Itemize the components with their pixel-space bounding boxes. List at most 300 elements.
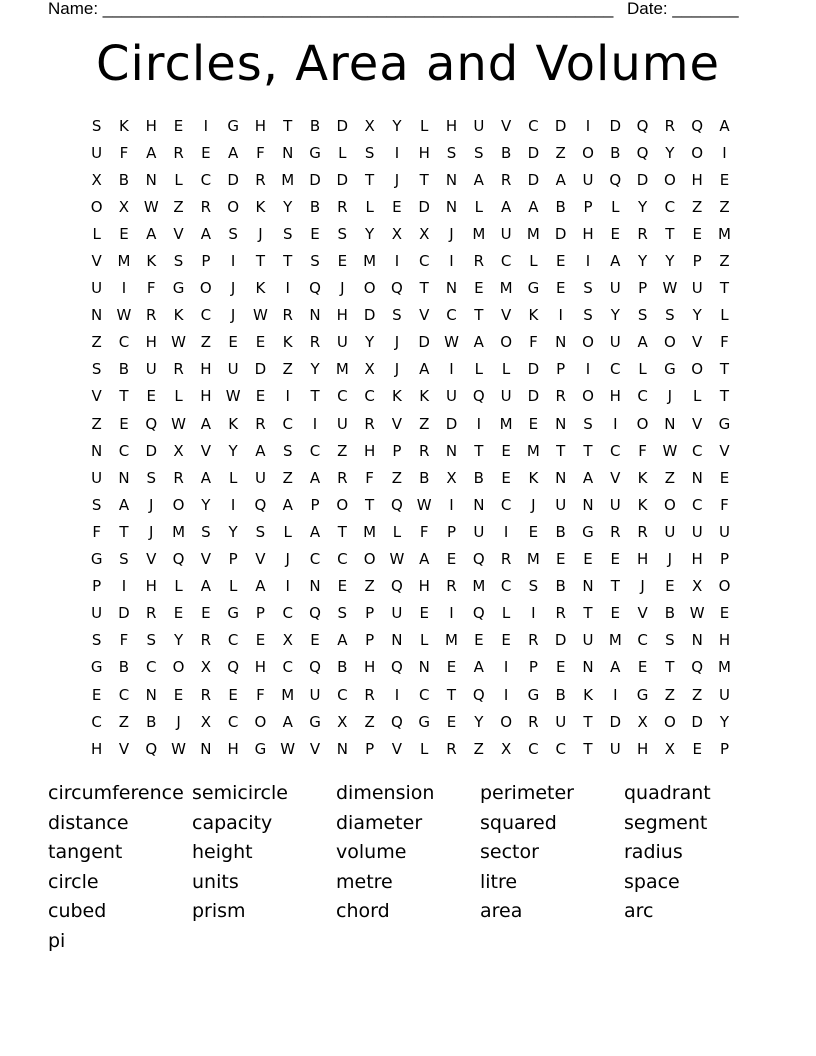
grid-letter: E [255,333,266,352]
grid-letter: P [638,279,648,298]
grid-letter: I [449,252,454,271]
grid-letter: R [418,441,430,460]
grid-letter: J [394,170,400,189]
grid-letter: U [145,360,157,379]
grid-letter: C [637,631,648,650]
grid-letter: S [392,306,402,325]
grid-letter: E [173,685,184,704]
grid-letter: H [636,739,649,758]
grid-letter: U [500,387,512,406]
grid-letter: A [500,197,512,216]
grid-letter: Q [391,495,403,514]
grid-letter: J [394,360,400,379]
grid-letter: O [227,197,240,216]
word-list-item: arc [624,900,654,923]
grid-letter: T [474,306,484,325]
grid-letter: J [394,333,400,352]
grid-letter: G [309,712,321,731]
grid-letter: S [474,143,484,162]
grid-letter: D [527,387,540,406]
grid-letter: Q [309,604,321,623]
grid-letter: O [663,170,676,189]
grid-letter: H [691,550,703,569]
grid-letter: B [419,468,430,487]
grid-row [83,573,738,600]
grid-letter: Z [118,712,130,731]
grid-letter: I [503,522,509,541]
grid-row [83,166,738,193]
grid-letter: B [555,522,566,541]
grid-letter: P [556,360,566,379]
grid-letter: A [228,143,239,162]
grid-letter: L [501,604,511,623]
grid-row [83,329,738,356]
grid-letter: S [91,116,102,135]
grid-letter: N [418,658,430,677]
grid-letter: E [610,550,621,569]
grid-letter: Z [419,414,430,433]
grid-letter: N [91,441,103,460]
grid-letter: A [309,468,321,487]
grid-letter: I [503,658,509,677]
grid-row [83,302,738,329]
grid-letter: T [255,252,266,271]
grid-letter: Q [391,577,403,596]
grid-letter: Z [719,197,730,216]
grid-letter: D [336,116,349,135]
grid-letter: T [610,577,620,596]
grid-letter: S [173,252,184,271]
grid-letter: P [719,550,729,569]
grid-letter: I [585,116,591,135]
grid-letter: V [173,224,184,243]
grid-letter: C [500,495,512,514]
word-list-item: litre [480,870,518,893]
grid-row [83,491,738,518]
grid-letter: K [119,116,129,135]
grid-letter: V [91,252,102,271]
grid-letter: I [449,495,454,514]
word-list-item: semicircle [192,782,288,804]
word-list-item: tangent [48,841,123,864]
grid-letter: B [664,604,676,623]
grid-letter: I [531,604,536,623]
grid-letter: E [228,685,238,704]
grid-letter: Y [638,197,648,216]
grid-letter: Q [391,712,403,731]
grid-letter: T [583,712,593,731]
grid-letter: K [173,306,184,325]
grid-letter: N [145,170,157,189]
date-field-label: Date: _______ [627,0,739,18]
grid-letter: Z [282,360,293,379]
grid-letter: L [174,387,183,406]
grid-letter: T [583,739,593,758]
grid-letter: Z [282,468,293,487]
grid-letter: K [637,495,648,514]
grid-row [83,735,738,762]
word-list-item: squared [480,811,557,834]
grid-letter: H [200,387,212,406]
grid-letter: E [665,577,675,596]
grid-letter: L [174,170,183,189]
grid-letter: R [146,604,157,623]
grid-letter: H [363,441,376,460]
grid-letter: D [554,224,567,243]
grid-letter: P [255,604,265,623]
grid-letter: G [527,685,540,704]
grid-letter: N [309,306,321,325]
grid-letter: E [255,387,266,406]
grid-letter: C [282,414,293,433]
grid-letter: O [254,712,267,731]
grid-letter: U [664,522,676,541]
grid-letter: Y [692,306,702,325]
grid-letter: B [555,685,566,704]
grid-letter: C [500,252,512,271]
grid-letter: V [692,333,703,352]
grid-letter: V [500,116,512,135]
grid-letter: K [146,252,157,271]
grid-row [83,518,738,545]
word-list-item: volume [336,841,407,864]
grid-letter: U [555,495,567,514]
grid-letter: U [473,522,485,541]
grid-letter: C [118,441,130,460]
grid-letter: C [691,495,703,514]
grid-letter: W [143,197,159,216]
grid-letter: G [527,279,540,298]
grid-letter: U [91,279,103,298]
grid-letter: Q [691,658,704,677]
grid-letter: S [583,414,593,433]
grid-letter: E [555,658,566,677]
grid-letter: R [309,333,321,352]
grid-letter: V [146,550,157,569]
grid-letter: I [285,279,290,298]
grid-letter: V [391,739,403,758]
grid-letter: K [583,685,593,704]
grid-letter: L [283,522,292,541]
word-list-item: cubed [48,900,107,923]
grid-letter: F [638,441,647,460]
grid-letter: D [363,306,376,325]
grid-letter: G [227,116,239,135]
grid-letter: V [692,414,703,433]
grid-letter: D [145,441,158,460]
grid-letter: C [227,631,239,650]
grid-letter: S [91,360,102,379]
word-list-item: capacity [192,811,273,834]
grid-letter: Y [665,143,675,162]
grid-letter: B [118,658,130,677]
grid-letter: F [119,631,129,650]
grid-letter: N [582,495,594,514]
grid-letter: S [201,522,211,541]
grid-letter: I [394,685,400,704]
grid-letter: W [171,333,186,352]
grid-letter: U [309,685,321,704]
grid-letter: E [501,441,511,460]
grid-letter: P [228,550,238,569]
grid-letter: L [420,631,429,650]
grid-letter: U [718,685,730,704]
grid-letter: O [172,658,185,677]
grid-row [83,708,738,735]
grid-letter: S [119,550,129,569]
grid-letter: V [255,550,266,569]
grid-letter: H [91,739,103,758]
grid-letter: N [200,739,212,758]
grid-letter: G [254,739,267,758]
grid-letter: Z [473,739,484,758]
grid-letter: P [583,197,593,216]
grid-letter: Q [472,685,485,704]
grid-row [83,546,738,573]
word-list-item: radius [624,841,683,864]
grid-letter: I [558,306,563,325]
grid-letter: R [200,197,212,216]
grid-letter: Q [472,550,485,569]
grid-letter: R [500,170,512,189]
grid-letter: Z [91,414,102,433]
grid-letter: G [309,143,321,162]
grid-letter: R [637,522,648,541]
grid-letter: F [720,333,729,352]
grid-letter: C [528,739,539,758]
grid-letter: W [116,306,132,325]
grid-letter: J [176,712,181,731]
grid-letter: C [200,306,212,325]
grid-letter: N [309,577,321,596]
grid-letter: Y [638,252,648,271]
grid-row [83,247,738,274]
grid-letter: S [637,306,648,325]
grid-letter: L [92,224,101,243]
grid-letter: R [282,306,293,325]
grid-letter: L [501,360,511,379]
grid-letter: N [664,414,676,433]
grid-letter: M [718,224,731,243]
grid-letter: N [445,279,458,298]
grid-letter: M [499,414,513,433]
grid-letter: A [473,658,484,677]
word-list-item: segment [624,811,708,834]
grid-letter: H [691,170,703,189]
grid-letter: L [420,739,429,758]
grid-letter: J [258,224,263,243]
grid-letter: U [254,468,266,487]
grid-letter: R [528,712,539,731]
grid-letter: M [608,631,622,650]
grid-letter: D [445,414,458,433]
grid-letter: N [91,306,103,325]
grid-letter: Y [283,197,293,216]
grid-letter: R [173,360,184,379]
grid-letter: I [312,414,318,433]
grid-letter: E [719,170,730,189]
grid-letter: T [474,441,484,460]
grid-letter: N [282,143,294,162]
grid-row [83,654,738,681]
grid-letter: A [309,522,321,541]
grid-letter: C [309,550,321,569]
grid-letter: K [528,306,539,325]
grid-letter: C [418,252,430,271]
grid-letter: N [445,170,458,189]
grid-letter: I [394,143,400,162]
grid-letter: T [556,441,566,460]
grid-letter: E [501,468,511,487]
grid-letter: I [285,577,290,596]
grid-letter: C [227,712,239,731]
grid-letter: V [200,441,211,460]
grid-letter: I [394,252,400,271]
grid-letter: O [172,495,185,514]
grid-letter: C [282,658,293,677]
grid-letter: K [637,468,648,487]
grid-letter: A [610,252,621,271]
grid-letter: M [281,685,295,704]
grid-letter: Q [309,658,321,677]
grid-letter: X [200,658,211,677]
grid-letter: E [528,522,539,541]
grid-letter: T [583,441,593,460]
grid-letter: F [720,495,729,514]
grid-row [83,139,738,166]
grid-letter: I [449,360,454,379]
grid-letter: C [610,441,621,460]
grid-letter: N [582,658,594,677]
grid-letter: K [255,197,266,216]
grid-letter: E [255,631,266,650]
grid-letter: X [446,468,457,487]
grid-letter: B [610,143,621,162]
grid-letter: L [529,252,538,271]
grid-letter: R [364,685,375,704]
grid-letter: J [340,279,345,298]
grid-letter: S [310,252,320,271]
grid-letter: E [692,739,702,758]
grid-letter: S [337,224,348,243]
grid-letter: D [418,333,430,352]
grid-letter: L [611,197,620,216]
grid-letter: P [365,631,375,650]
grid-letter: Y [228,441,238,460]
grid-letter: Y [173,631,184,650]
grid-letter: X [118,197,130,216]
grid-letter: X [337,712,348,731]
grid-letter: Z [692,685,703,704]
grid-letter: L [474,360,483,379]
grid-letter: L [720,306,729,325]
grid-letter: N [582,577,594,596]
grid-letter: E [337,577,348,596]
grid-letter: P [692,252,702,271]
grid-letter: E [119,414,129,433]
grid-letter: E [474,279,484,298]
grid-letter: E [91,685,102,704]
grid-letter: N [691,468,703,487]
grid-letter: X [391,224,403,243]
grid-letter: O [691,360,704,379]
grid-letter: R [528,631,539,650]
grid-letter: I [121,279,127,298]
word-list-item: diameter [336,811,423,834]
grid-letter: U [91,468,103,487]
grid-letter: S [282,441,293,460]
word-list-item: area [480,900,523,923]
grid-letter: N [145,685,157,704]
word-list-item: units [192,870,239,893]
grid-letter: E [719,468,730,487]
grid-letter: O [500,712,512,731]
grid-letter: H [609,387,621,406]
grid-letter: A [473,333,484,352]
grid-letter: K [419,387,430,406]
grid-letter: N [555,414,567,433]
grid-letter: C [446,306,457,325]
grid-letter: A [555,170,566,189]
grid-letter: F [119,143,129,162]
grid-letter: Z [364,712,375,731]
grid-letter: O [636,414,649,433]
grid-letter: V [610,468,621,487]
grid-letter: I [449,604,454,623]
grid-row [83,681,738,708]
grid-letter: O [582,387,594,406]
grid-letter: T [446,685,457,704]
word-list-item: prism [192,900,246,923]
grid-letter: H [418,577,430,596]
grid-letter: U [582,631,594,650]
grid-letter: Y [201,495,211,514]
grid-letter: K [391,387,402,406]
grid-letter: F [146,279,156,298]
grid-letter: T [283,252,293,271]
grid-letter: B [146,712,157,731]
grid-letter: D [118,604,130,623]
grid-letter: D [254,360,267,379]
grid-letter: Y [665,252,675,271]
grid-letter: C [282,604,293,623]
grid-letter: C [91,712,102,731]
grid-letter: R [200,685,212,704]
grid-letter: A [419,360,430,379]
word-list-item: sector [480,841,539,864]
grid-letter: E [119,224,129,243]
grid-letter: O [199,279,212,298]
grid-letter: O [500,333,512,352]
grid-letter: D [554,631,567,650]
grid-letter: I [476,414,482,433]
grid-letter: D [527,143,540,162]
grid-letter: L [228,468,238,487]
word-list-item: height [192,841,253,864]
grid-letter: U [500,224,512,243]
grid-letter: X [500,739,512,758]
grid-letter: R [146,306,157,325]
grid-letter: R [637,224,648,243]
grid-letter: T [583,604,593,623]
grid-letter: K [228,414,239,433]
grid-letter: H [336,306,348,325]
grid-letter: P [446,522,457,541]
grid-letter: C [418,685,430,704]
grid-letter: Y [228,522,238,541]
grid-letter: I [285,387,290,406]
grid-letter: W [416,495,432,514]
